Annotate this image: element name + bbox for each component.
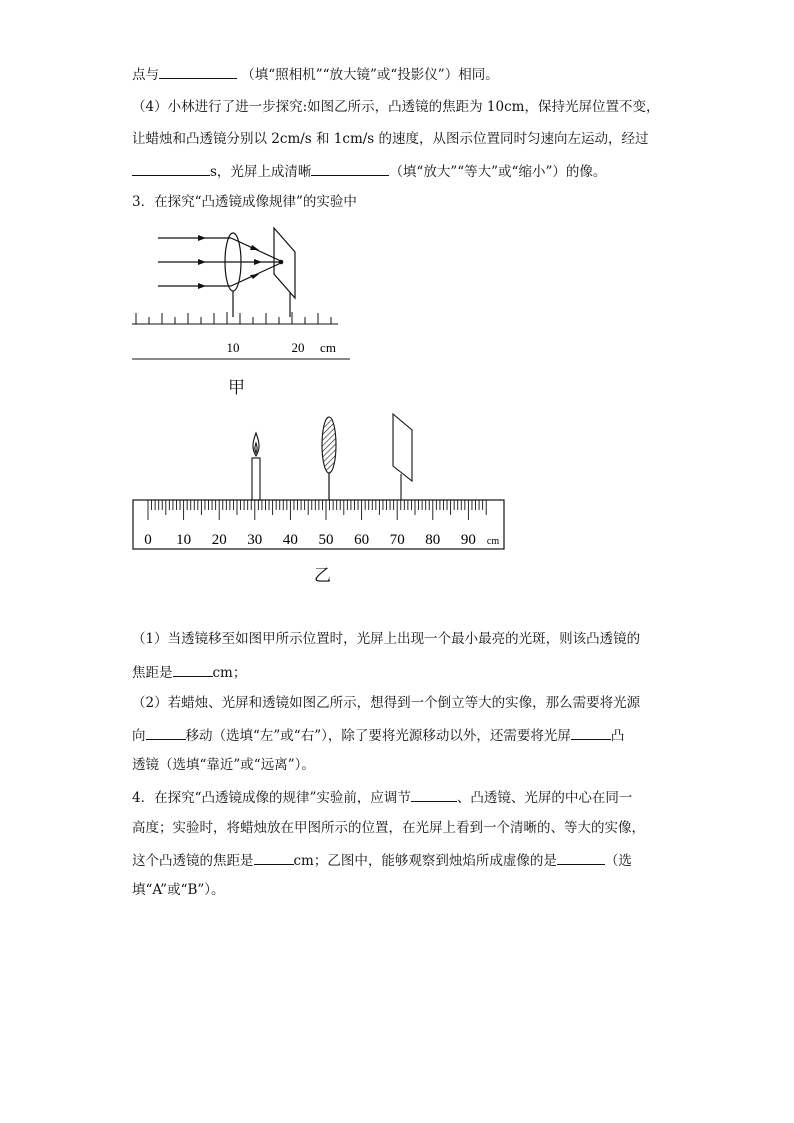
tick-label: 20 bbox=[211, 532, 227, 548]
tick-label: 30 bbox=[247, 532, 263, 548]
text-segment: （选 bbox=[604, 853, 632, 869]
q3-part1-line1: （1）当透镜移至如图甲所示位置时，光屏上出现一个最小最亮的光斑，则该凸透镜的 bbox=[132, 631, 641, 647]
tick-label: 60 bbox=[354, 532, 370, 548]
answer-blank[interactable] bbox=[557, 850, 605, 865]
text-segment: s，光屏上成清晰 bbox=[210, 164, 312, 180]
tick-label: 80 bbox=[425, 532, 441, 548]
tick-label: 20 bbox=[291, 340, 305, 355]
text-line-3: 让蜡烛和凸透镜分别以 2cm/s 和 1cm/s 的速度，从图示位置同时匀速向左运动，经过 bbox=[132, 131, 649, 147]
q3-part2-line1: （2）若蜡烛、光屏和透镜如图乙所示，想得到一个倒立等大的实像，那么需要将光源 bbox=[132, 695, 641, 711]
unit-label: cm bbox=[486, 536, 500, 547]
text-line-2: （4）小林进行了进一步探究:如图乙所示，凸透镜的焦距为 10cm，保持光屏位置不变， bbox=[132, 99, 660, 115]
text-segment: 焦距是 bbox=[132, 665, 173, 681]
figure-label-jia: 甲 bbox=[228, 378, 245, 398]
answer-blank[interactable] bbox=[254, 850, 294, 865]
text-segment: 向 bbox=[132, 728, 146, 744]
text-segment: 点与 bbox=[132, 67, 159, 83]
question-3-title: 3．在探究“凸透镜成像规律”的实验中 bbox=[132, 194, 357, 210]
text-segment: cm；乙图中，能够观察到烛焰所成虚像的是 bbox=[293, 853, 557, 869]
convex-lens bbox=[322, 417, 336, 500]
ruler bbox=[132, 312, 338, 324]
light-screen bbox=[274, 228, 295, 298]
answer-blank[interactable] bbox=[311, 161, 389, 176]
answer-blank[interactable] bbox=[159, 64, 237, 79]
tick-label: 0 bbox=[144, 532, 152, 548]
text-line-1 bbox=[132, 64, 499, 84]
text-segment: 、凸透镜、光屏的中心在同一 bbox=[456, 790, 633, 806]
text-segment: 4．在探究“凸透镜成像的规律”实验前，应调节 bbox=[132, 790, 411, 806]
tick-label: 10 bbox=[176, 532, 192, 548]
q3-part2-line2 bbox=[132, 725, 624, 745]
q4-line1 bbox=[132, 787, 632, 807]
answer-blank[interactable] bbox=[132, 161, 210, 176]
text-segment: 凸 bbox=[610, 728, 625, 744]
tick-label: 70 bbox=[389, 532, 405, 548]
q3-part1-line2 bbox=[132, 662, 246, 682]
text-segment: （填“放大”“等大”或“缩小”）的像。 bbox=[389, 164, 607, 180]
text-segment: cm； bbox=[212, 665, 247, 681]
candle bbox=[252, 433, 260, 500]
text-segment: （填“照相机”“放大镜”或“投影仪”）相同。 bbox=[241, 67, 499, 83]
tick-label: 50 bbox=[318, 532, 334, 548]
figure-jia bbox=[128, 222, 358, 367]
answer-blank[interactable] bbox=[146, 725, 186, 740]
light-screen bbox=[393, 414, 412, 500]
text-segment: 这个凸透镜的焦距是 bbox=[132, 853, 254, 869]
text-segment: 移动（选填“左”或“右”），除了要将光源移动以外，还需要将光屏 bbox=[185, 728, 571, 744]
focal-point bbox=[279, 260, 284, 265]
answer-blank[interactable] bbox=[411, 787, 457, 802]
text-line-4 bbox=[132, 161, 606, 181]
tick-label: 10 bbox=[226, 340, 240, 355]
q4-line2: 高度；实验时，将蜡烛放在甲图所示的位置，在光屏上看到一个清晰的、等大的实像， bbox=[132, 820, 645, 836]
answer-blank[interactable] bbox=[173, 662, 213, 677]
answer-blank[interactable] bbox=[571, 725, 611, 740]
tick-label: 40 bbox=[282, 532, 298, 548]
q4-line3 bbox=[132, 850, 632, 870]
figure-yi bbox=[128, 408, 518, 558]
q4-line4: 填“A”或“B”）。 bbox=[132, 882, 225, 898]
tick-label: 90 bbox=[460, 532, 476, 548]
figure-label-yi: 乙 bbox=[314, 566, 331, 586]
unit-label: cm bbox=[320, 340, 336, 355]
q3-part2-line3: 透镜（选填“靠近”或“远离”）。 bbox=[132, 757, 315, 773]
